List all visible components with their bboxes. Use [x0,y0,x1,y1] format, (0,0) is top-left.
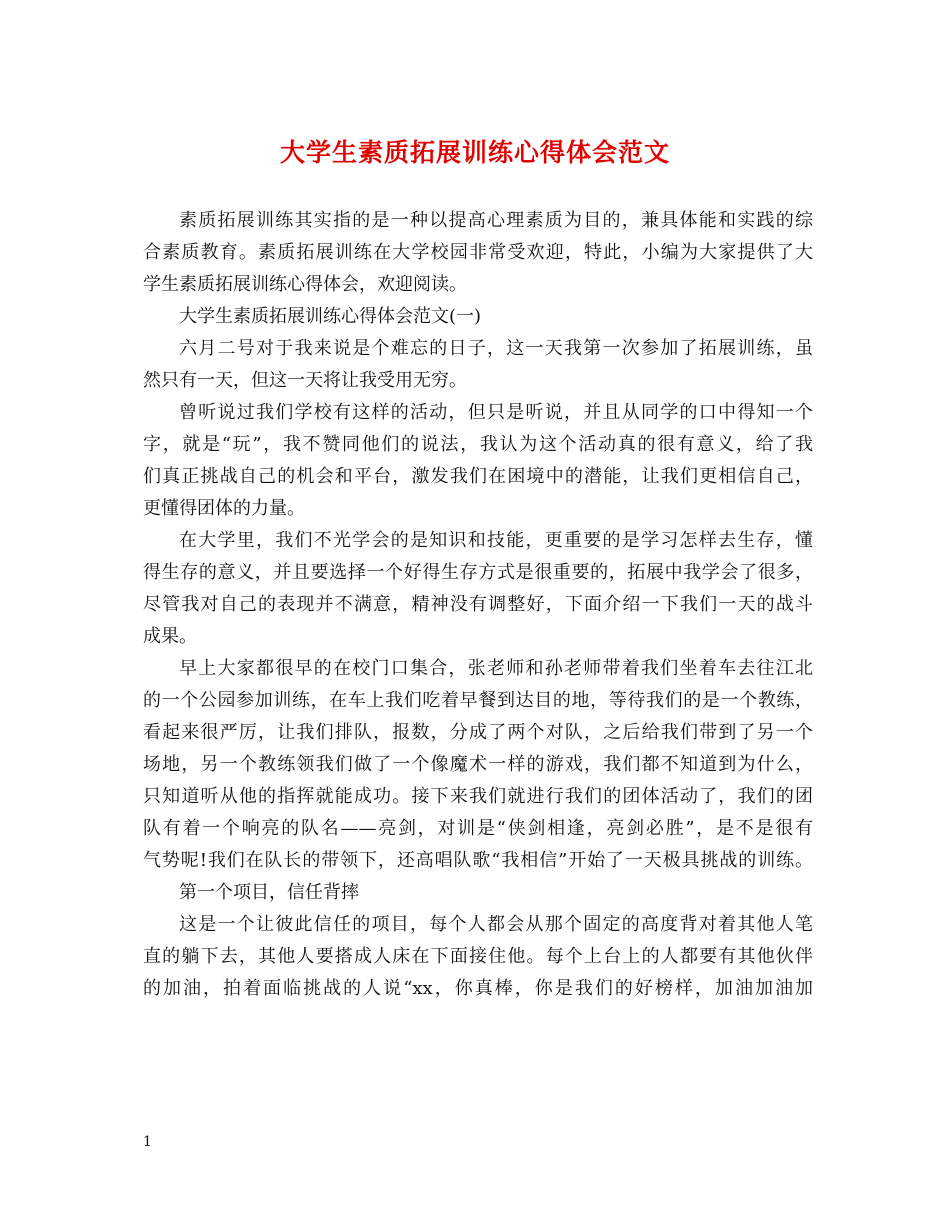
text-line: 气势呢!我们在队长的带领下，还高唱队歌“我相信”开始了一天极具挑战的训练。 [143,850,813,871]
text-line: 们真正挑战自己的机会和平台，激发我们在困境中的潜能，让我们更相信自己， [143,466,813,487]
text-line: 素质拓展训练其实指的是一种以提高心理素质为目的，兼具体能和实践的综 [179,210,813,231]
text-line: 早上大家都很早的在校门口集合，张老师和孙老师带着我们坐着车去往江北 [179,658,813,679]
text-line: 成果。 [143,626,197,647]
text-line: 然只有一天，但这一天将让我受用无穷。 [143,370,467,391]
text-line: 的一个公园参加训练，在车上我们吃着早餐到达目的地，等待我们的是一个教练， [143,690,813,711]
text-line: 的加油，拍着面临挑战的人说“xx，你真棒，你是我们的好榜样，加油加油加 [143,978,813,999]
text-line: 第一个项目，信任背摔 [179,882,359,903]
text-line: 大学生素质拓展训练心得体会范文(一) [179,306,482,327]
text-line: 得生存的意义，并且要选择一个好得生存方式是很重要的，拓展中我学会了很多， [143,562,813,583]
document-title: 大学生素质拓展训练心得体会范文 [279,138,670,167]
text-line: 在大学里，我们不光学会的是知识和技能，更重要的是学习怎样去生存，懂 [179,530,813,551]
text-line: 这是一个让彼此信任的项目，每个人都会从那个固定的高度背对着其他人笔 [179,914,813,935]
text-line: 场地，另一个教练领我们做了一个像魔术一样的游戏，我们都不知道到为什么， [143,754,813,775]
text-line: 学生素质拓展训练心得体会，欢迎阅读。 [143,274,467,295]
document-body [143,205,813,1005]
page-number: 1 [143,1134,152,1150]
text-line: 字，就是“玩”，我不赞同他们的说法，我认为这个活动真的很有意义，给了我 [143,434,813,455]
text-line: 看起来很严厉，让我们排队，报数，分成了两个对队，之后给我们带到了另一个 [143,722,813,743]
text-line: 队有着一个响亮的队名——亮剑，对训是“侠剑相逢，亮剑必胜”，是不是很有 [143,818,813,839]
text-line: 直的躺下去，其他人要搭成人床在下面接住他。每个上台上的人都要有其他伙伴 [143,946,813,967]
text-line: 六月二号对于我来说是个难忘的日子，这一天我第一次参加了拓展训练，虽 [179,338,813,359]
text-line: 尽管我对自己的表现并不满意，精神没有调整好，下面介绍一下我们一天的战斗 [143,594,813,615]
text-line: 曾听说过我们学校有这样的活动，但只是听说，并且从同学的口中得知一个 [179,402,813,423]
text-line: 合素质教育。素质拓展训练在大学校园非常受欢迎，特此，小编为大家提供了大 [143,242,813,263]
text-line: 更懂得团体的力量。 [143,498,305,519]
text-line: 只知道听从他的指挥就能成功。接下来我们就进行我们的团体活动了，我们的团 [143,786,813,807]
